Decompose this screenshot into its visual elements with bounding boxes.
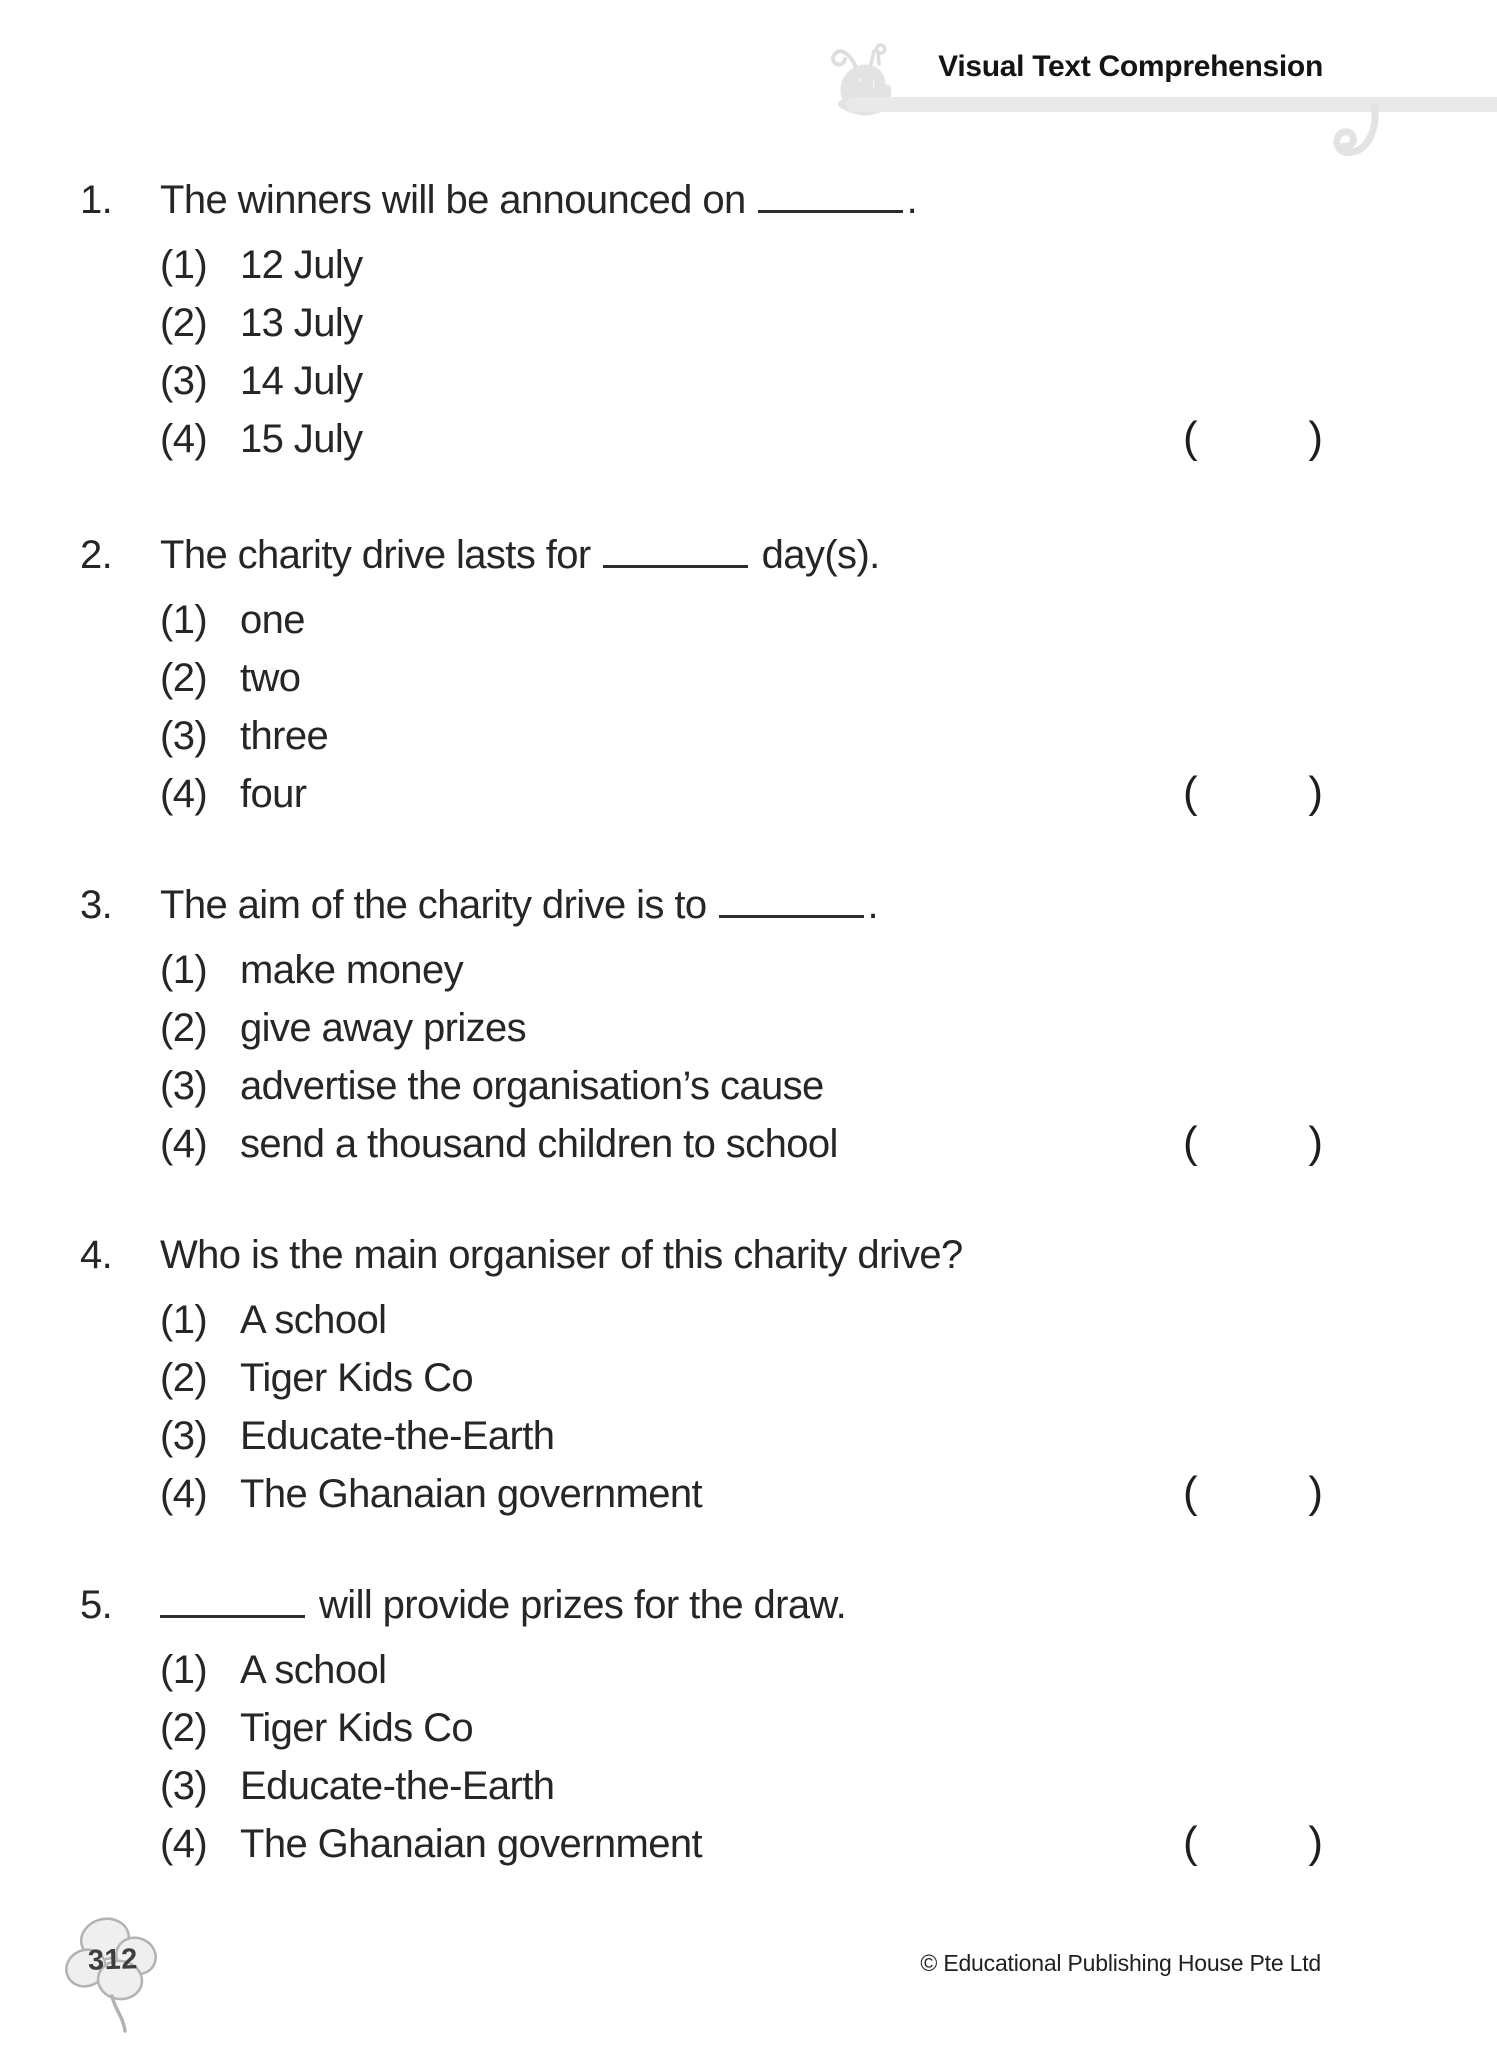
prompt-text: will provide prizes for the draw. — [319, 1583, 847, 1627]
option-label: A school — [240, 1298, 387, 1342]
option-marker: (1) — [160, 598, 208, 642]
close-bracket: ) — [1308, 768, 1323, 817]
option-label: send a thousand children to school — [240, 1122, 838, 1166]
answer-blank — [603, 535, 748, 568]
question-prompt — [160, 533, 1360, 577]
option-label: Tiger Kids Co — [240, 1706, 474, 1750]
option-label: 15 July — [240, 417, 363, 461]
option-row — [160, 714, 1360, 758]
question-line — [80, 178, 1360, 222]
option-marker: (4) — [160, 1472, 208, 1516]
option-marker: (1) — [160, 1648, 208, 1692]
option-marker: (4) — [160, 417, 208, 461]
option-marker: (1) — [160, 1298, 208, 1342]
option-row — [160, 1764, 1360, 1808]
option-row — [160, 1818, 1360, 1867]
option-row — [160, 1648, 1360, 1692]
option-label: two — [240, 656, 301, 700]
open-bracket: ( — [1183, 1118, 1198, 1167]
question-prompt — [160, 1233, 1360, 1277]
answer-blank — [719, 885, 864, 918]
option-marker: (4) — [160, 1122, 208, 1166]
option-marker: (1) — [160, 948, 208, 992]
question-line — [80, 533, 1360, 577]
option-marker: (2) — [160, 301, 208, 345]
page-title: Visual Text Comprehension — [938, 50, 1323, 83]
question-1 — [80, 178, 1360, 475]
option-label: 14 July — [240, 359, 363, 403]
question-line — [80, 883, 1360, 927]
option-label: A school — [240, 1648, 387, 1692]
option-marker: (3) — [160, 1764, 208, 1808]
close-bracket: ) — [1308, 1818, 1323, 1867]
question-3 — [80, 883, 1360, 1180]
option-row — [160, 948, 1360, 992]
option-row — [160, 1118, 1360, 1167]
clover-leaf-icon — [64, 1916, 166, 2038]
option-row — [160, 1006, 1360, 1050]
question-prompt — [160, 1583, 1360, 1627]
option-label: make money — [240, 948, 463, 992]
close-bracket: ) — [1308, 1468, 1323, 1517]
option-label: 12 July — [240, 243, 363, 287]
option-marker: (2) — [160, 1356, 208, 1400]
prompt-text: Who is the main organiser of this charity drive? — [160, 1233, 963, 1277]
prompt-text: . — [906, 178, 918, 222]
option-label: The Ghanaian government — [240, 1472, 703, 1516]
open-bracket: ( — [1183, 1818, 1198, 1867]
question-2 — [80, 533, 1360, 830]
question-prompt — [160, 883, 1360, 927]
option-row — [160, 1468, 1360, 1517]
option-row — [160, 1356, 1360, 1400]
prompt-text: day(s). — [761, 533, 880, 577]
prompt-text: The aim of the charity drive is to — [160, 883, 707, 927]
prompt-text: The charity drive lasts for — [160, 533, 591, 577]
page-number-badge: 312 — [87, 1943, 139, 1977]
question-number: 5. — [80, 1583, 113, 1627]
option-marker: (3) — [160, 359, 208, 403]
option-row — [160, 1414, 1360, 1458]
answer-brackets — [1183, 769, 1323, 817]
option-label: three — [240, 714, 329, 758]
question-5 — [80, 1583, 1360, 1880]
option-row — [160, 301, 1360, 345]
option-marker: (3) — [160, 1414, 208, 1458]
option-row — [160, 1706, 1360, 1750]
question-number: 3. — [80, 883, 113, 927]
answer-blank — [758, 180, 903, 213]
option-marker: (4) — [160, 1822, 208, 1866]
option-row — [160, 598, 1360, 642]
option-label: give away prizes — [240, 1006, 527, 1050]
question-number: 1. — [80, 178, 113, 222]
question-line — [80, 1583, 1360, 1627]
option-label: 13 July — [240, 301, 363, 345]
prompt-text: The winners will be announced on — [160, 178, 746, 222]
question-4 — [80, 1233, 1360, 1530]
option-label: four — [240, 772, 307, 816]
option-label: The Ghanaian government — [240, 1822, 703, 1866]
option-marker: (3) — [160, 714, 208, 758]
question-line — [80, 1233, 1360, 1277]
option-marker: (2) — [160, 656, 208, 700]
prompt-text: . — [867, 883, 879, 927]
close-bracket: ) — [1308, 1118, 1323, 1167]
answer-brackets — [1183, 1119, 1323, 1167]
open-bracket: ( — [1183, 768, 1198, 817]
option-label: Educate-the-Earth — [240, 1764, 555, 1808]
option-row — [160, 656, 1360, 700]
option-marker: (2) — [160, 1706, 208, 1750]
open-bracket: ( — [1183, 413, 1198, 462]
open-bracket: ( — [1183, 1468, 1198, 1517]
option-row — [160, 243, 1360, 287]
answer-blank — [160, 1585, 305, 1618]
header-divider-bar — [846, 97, 1497, 112]
option-row — [160, 359, 1360, 403]
option-label: one — [240, 598, 305, 642]
option-marker: (1) — [160, 243, 208, 287]
option-marker: (4) — [160, 772, 208, 816]
option-row — [160, 413, 1360, 462]
curl-flourish-icon — [1332, 104, 1390, 168]
option-row — [160, 768, 1360, 817]
option-label: advertise the organisation’s cause — [240, 1064, 824, 1108]
option-marker: (3) — [160, 1064, 208, 1108]
question-prompt — [160, 178, 1360, 222]
answer-brackets — [1183, 414, 1323, 462]
answer-brackets — [1183, 1819, 1323, 1867]
option-label: Tiger Kids Co — [240, 1356, 474, 1400]
copyright-notice: © Educational Publishing House Pte Ltd — [920, 1950, 1321, 1976]
question-number: 2. — [80, 533, 113, 577]
option-label: Educate-the-Earth — [240, 1414, 555, 1458]
option-row — [160, 1298, 1360, 1342]
close-bracket: ) — [1308, 413, 1323, 462]
option-marker: (2) — [160, 1006, 208, 1050]
option-row — [160, 1064, 1360, 1108]
answer-brackets — [1183, 1469, 1323, 1517]
question-number: 4. — [80, 1233, 113, 1277]
